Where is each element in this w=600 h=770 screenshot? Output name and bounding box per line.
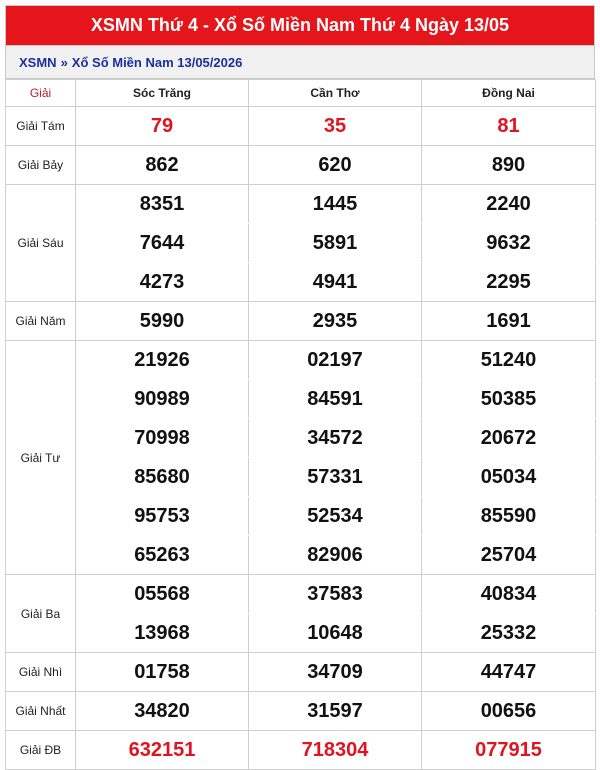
result-number: 620	[249, 146, 422, 185]
result-number: 2935	[249, 302, 422, 341]
result-number: 10648	[249, 614, 422, 653]
table-row	[6, 185, 596, 224]
table-row	[6, 224, 596, 263]
table-row	[6, 263, 596, 302]
result-number: 7644	[76, 224, 249, 263]
results-body	[6, 107, 596, 770]
breadcrumb-home-link[interactable]: XSMN	[19, 54, 57, 70]
breadcrumb	[5, 45, 595, 79]
result-number: 05034	[422, 458, 596, 497]
result-number: 4941	[249, 263, 422, 302]
result-number: 718304	[249, 731, 422, 770]
table-row	[6, 146, 596, 185]
result-number: 40834	[422, 575, 596, 614]
table-header-row	[6, 80, 596, 107]
result-number: 44747	[422, 653, 596, 692]
result-number: 85590	[422, 497, 596, 536]
table-row	[6, 380, 596, 419]
result-number: 84591	[249, 380, 422, 419]
result-number: 31597	[249, 692, 422, 731]
prize-label: Giải ĐB	[6, 731, 76, 770]
result-number: 20672	[422, 419, 596, 458]
result-number: 862	[76, 146, 249, 185]
prize-label: Giải Nhì	[6, 653, 76, 692]
result-number: 34572	[249, 419, 422, 458]
table-row	[6, 458, 596, 497]
table-row	[6, 341, 596, 380]
prize-label: Giải Sáu	[6, 185, 76, 302]
result-number: 51240	[422, 341, 596, 380]
prize-label: Giải Bảy	[6, 146, 76, 185]
result-number: 5891	[249, 224, 422, 263]
table-row	[6, 536, 596, 575]
result-number: 95753	[76, 497, 249, 536]
results-panel	[5, 5, 595, 770]
result-number: 37583	[249, 575, 422, 614]
prize-label: Giải Tám	[6, 107, 76, 146]
prize-label: Giải Ba	[6, 575, 76, 653]
table-row	[6, 302, 596, 341]
prize-label: Giải Năm	[6, 302, 76, 341]
breadcrumb-current-link[interactable]: Xổ Số Miền Nam 13/05/2026	[71, 54, 243, 70]
page-title: XSMN Thứ 4 - Xổ Số Miền Nam Thứ 4 Ngày 13/05	[5, 5, 595, 45]
result-number: 01758	[76, 653, 249, 692]
result-number: 21926	[76, 341, 249, 380]
result-number: 9632	[422, 224, 596, 263]
result-number: 2240	[422, 185, 596, 224]
result-number: 02197	[249, 341, 422, 380]
result-number: 1445	[249, 185, 422, 224]
result-number: 90989	[76, 380, 249, 419]
result-number: 57331	[249, 458, 422, 497]
result-number: 82906	[249, 536, 422, 575]
result-number: 632151	[76, 731, 249, 770]
result-number: 13968	[76, 614, 249, 653]
table-row	[6, 419, 596, 458]
table-row	[6, 107, 596, 146]
result-number: 34709	[249, 653, 422, 692]
result-number: 1691	[422, 302, 596, 341]
result-number: 34820	[76, 692, 249, 731]
result-number: 25332	[422, 614, 596, 653]
table-row	[6, 692, 596, 731]
result-number: 65263	[76, 536, 249, 575]
result-number: 05568	[76, 575, 249, 614]
result-number: 2295	[422, 263, 596, 302]
table-row	[6, 614, 596, 653]
result-number: 25704	[422, 536, 596, 575]
result-number: 50385	[422, 380, 596, 419]
prize-label: Giải Tư	[6, 341, 76, 575]
table-row	[6, 575, 596, 614]
result-number: 077915	[422, 731, 596, 770]
result-number: 70998	[76, 419, 249, 458]
result-number: 79	[76, 107, 249, 146]
column-header-prize: Giải	[6, 80, 76, 107]
result-number: 00656	[422, 692, 596, 731]
result-number: 85680	[76, 458, 249, 497]
column-header-province: Cần Thơ	[249, 80, 422, 107]
result-number: 890	[422, 146, 596, 185]
result-number: 35	[249, 107, 422, 146]
result-number: 5990	[76, 302, 249, 341]
result-number: 81	[422, 107, 596, 146]
results-table	[5, 79, 596, 770]
result-number: 4273	[76, 263, 249, 302]
column-header-province: Đồng Nai	[422, 80, 596, 107]
table-row	[6, 731, 596, 770]
result-number: 8351	[76, 185, 249, 224]
breadcrumb-separator: »	[60, 54, 68, 70]
column-header-province: Sóc Trăng	[76, 80, 249, 107]
result-number: 52534	[249, 497, 422, 536]
table-row	[6, 497, 596, 536]
prize-label: Giải Nhất	[6, 692, 76, 731]
table-row	[6, 653, 596, 692]
